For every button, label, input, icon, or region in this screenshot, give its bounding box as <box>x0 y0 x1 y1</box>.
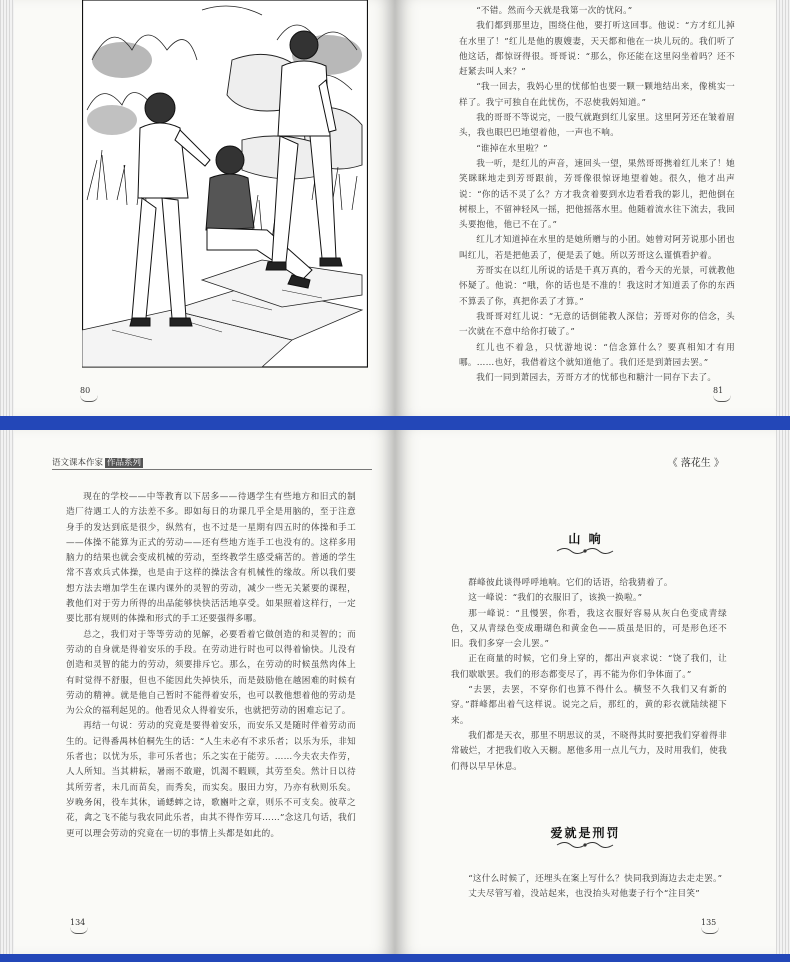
paragraph: 我的哥哥不等说完，一股气就跑到红儿家里。这里阿芳还在皱着眉头，我也眼巴巴地望着他，一声也不响。 <box>459 113 735 139</box>
paragraph: 这一峰说：“我们的衣服旧了，该换一换啦。” <box>468 593 643 604</box>
body-text <box>66 490 356 842</box>
paragraph: 那一峰说：“且慢罢，你看，我这衣服好容易从灰白色变成青绿色，又从青绿色变成珊瑚色和黄金色——质虽是旧的，可是形色还不旧。我们多穿一会儿罢。” <box>451 608 727 650</box>
paragraph: 红儿才知道掉在水里的是她所赠与的小团。她曾对阿芳说那小团也叫红儿，若是把他丢了，便是丢了她。所以芳哥这么谨慎看护着。 <box>459 235 735 261</box>
illustration <box>82 0 368 368</box>
page-edge-right <box>776 0 790 416</box>
page-number: 135 <box>701 918 719 934</box>
section-title: 爱就是刑罚 <box>550 826 621 840</box>
paragraph: “这什么时候了，还埋头在案上写什么？快同我到海边去走走罢。” <box>468 874 723 884</box>
paragraph: 现在的学校——中等教育以下居多——待遇学生有些地方和旧式的制造厂待遇工人的方法差不多。即如每日的功课几乎全是用脑的，至于注意身手的发达到底是很少，纵然有，也不过是一星期有四五时的体操和手工——体操不能算为正式的劳动——还有些地方连手工也没有的。这样多用脑力的结果也就会变成机械的劳动，至终教学生感受痛苦的。普通的学生常不喜欢兵式体操，也是由于这样的操法含有机械性的缘故。所以我们要想方法去增加学生在课内课外的灵智的劳动，减少一些无关紧要的课程，教他们对于劳力所得的出品能够快快活活地享受。如果照着这样行，一定要比那有规则的体操和形式的手工还要强得多哪。 <box>66 492 356 625</box>
header-rule <box>52 469 372 470</box>
paragraph: 总之，我们对于等等劳动的见解，必要看着它做创造的和灵智的；而劳动的自身就是得着安乐的手段。在劳动进行时也可以得着愉快。儿没有创造和灵智的能力的劳动，须要排斥它。那么，在劳动的时候虽然肉体上有时觉得不舒服，但也不能因此失掉快乐，而是鼓励他在越困难的时候有劳动的精神。就是他自己暂时不能得着安乐，也可以教他想着他的劳动是为公众的福利起见的。他看见众人得着安乐，也就把劳动的困难忘记了。 <box>66 629 356 717</box>
body-text <box>451 872 727 903</box>
series-title: 语文课本作家 <box>52 458 104 468</box>
page-number-ornament <box>80 395 98 402</box>
page-number: 81 <box>713 386 731 402</box>
page-edge-right <box>776 430 790 954</box>
paragraph: 我们都到那里边，围绕住他，要打听这回事。他说：“方才红儿掉在水里了！”红儿是他的腹嫂妻，天天都和他在一块儿玩的。我们听了他这话，都惊讶得很。哥哥说：“那么，你还能在这里闷坐着吗？还不赶紧去叫人来？” <box>459 21 735 78</box>
paragraph: “谁掉在水里啦？” <box>476 143 548 154</box>
paragraph: 我们一同到萧园去，芳哥方才的忧郁也和糖汁一同存下去了。 <box>476 373 717 384</box>
page-number: 80 <box>80 386 98 402</box>
paragraph: 丈夫尽管写着，没站起来，也没抬头对他妻子行个“注目笑” <box>468 889 700 900</box>
series-tag: 作品系列 <box>107 458 142 468</box>
page-134 <box>14 430 395 954</box>
page-81 <box>395 0 776 416</box>
page-135 <box>395 430 776 954</box>
section-title: 山 响 <box>568 532 603 546</box>
paragraph: “去罢，去罢，不穿你们也算不得什么。横竖不久我们又有新的穿。”群峰都出着气这样说。说完之后，那红的，黄的彩衣就陆续褪下来。 <box>451 685 727 726</box>
page-edge-left <box>0 430 14 954</box>
body-text <box>451 576 727 775</box>
body-text <box>459 4 735 386</box>
paragraph: 群峰彼此谈得呼呼地响。它们的话语，给我猜着了。 <box>468 578 673 588</box>
top-spread <box>0 0 790 416</box>
paragraph: “我一回去，我妈心里的忧郁怕也要一颗一颗地结出来，像桃实一样了。我宁可独自在此忧伤，不忍使我妈知道。” <box>459 82 735 108</box>
page-edge-left <box>0 0 14 416</box>
paragraph: 我一听，是红儿的声音，速回头一望，果然哥哥携着红儿来了！她笑眯眯地走到芳哥跟前，芳哥像很惊讶地望着她。很久，他才出声说：“你的话不灵了么？方才我贪着要到水边看看我的影儿，把他倒在树根上，不留神轻风一摇，把他摇落水里。他随着流水往下流去，我回头要抱他，他已不在了。” <box>459 158 735 231</box>
page-number-ornament <box>713 395 731 402</box>
paragraph: 红儿也不着急，只忧游地说：“信念算什么？要真相知才有用哪。……也好，我借着这个就知道他了。我们还是到萧园去罢。” <box>459 342 735 368</box>
paragraph: 正在商量的时候，它们身上穿的，都出声哀求说：“饶了我们，让我们歇歇罢。我们的形态都变尽了，再不能为你们争体面了。” <box>451 654 727 680</box>
paragraph: 我们都是天衣，那里不明思议的灵，不晓得其时要把我们穿着得非常破烂，才把我们收入天橱。愿他多用一点儿气力，及时用我们，使我们得以早早休息。 <box>451 730 727 772</box>
running-header: 《 落花生 》 <box>667 458 724 469</box>
page-number: 134 <box>70 918 88 934</box>
paragraph: 我哥哥对红儿说：“无意的话倒能教人深信；芳哥对你的信念，头一次就在不意中给你打破了。” <box>459 311 735 338</box>
page-number-ornament <box>701 927 719 934</box>
paragraph: 再结一句说：劳动的究竟是要得着安乐，而安乐又是随时伴着劳动而生的。记得番禺林伯桐先生的话：“人生未必有不求乐者；以乐为乐，非知乐者也；以忧为乐，非可乐者也；乐之实在于能劳。……今夫农夫作劳，人人所知。当其耕耘，暑雨不敢避，饥渴不暇顾，其劳至矣。然计日以待其所劳者，未几而苗矣，而秀矣，而实矣。服田力穷，乃亦有秋则乐矣。岁晚务闲，役车其休，诵蟋蟀之诗，歌豳叶之章，则乐不可支矣。彼草之花，禽之飞不能与我农同此乐者，由其不得作劳耳……”念这几句话，我们更可以理会劳动的究竟在一切的事情上头都是如此的。 <box>66 721 356 839</box>
title-ornament-icon <box>555 546 615 556</box>
page-number-ornament <box>70 927 88 934</box>
book-title: 落花生 <box>680 458 711 469</box>
bottom-spread <box>0 430 790 954</box>
title-ornament-icon <box>555 840 615 850</box>
running-header <box>52 456 143 468</box>
paragraph: 芳哥实在以红儿所说的话是千真万真的，看今天的光景，可就教他怀疑了。他说：“哦，你的话也是不准的！我这时才知道丢了你的东西不算丢了你，真把你丢了才算。” <box>459 266 735 307</box>
page-80 <box>14 0 395 416</box>
paragraph: “不错。然而今天就是我第一次的忧闷。” <box>476 6 633 16</box>
